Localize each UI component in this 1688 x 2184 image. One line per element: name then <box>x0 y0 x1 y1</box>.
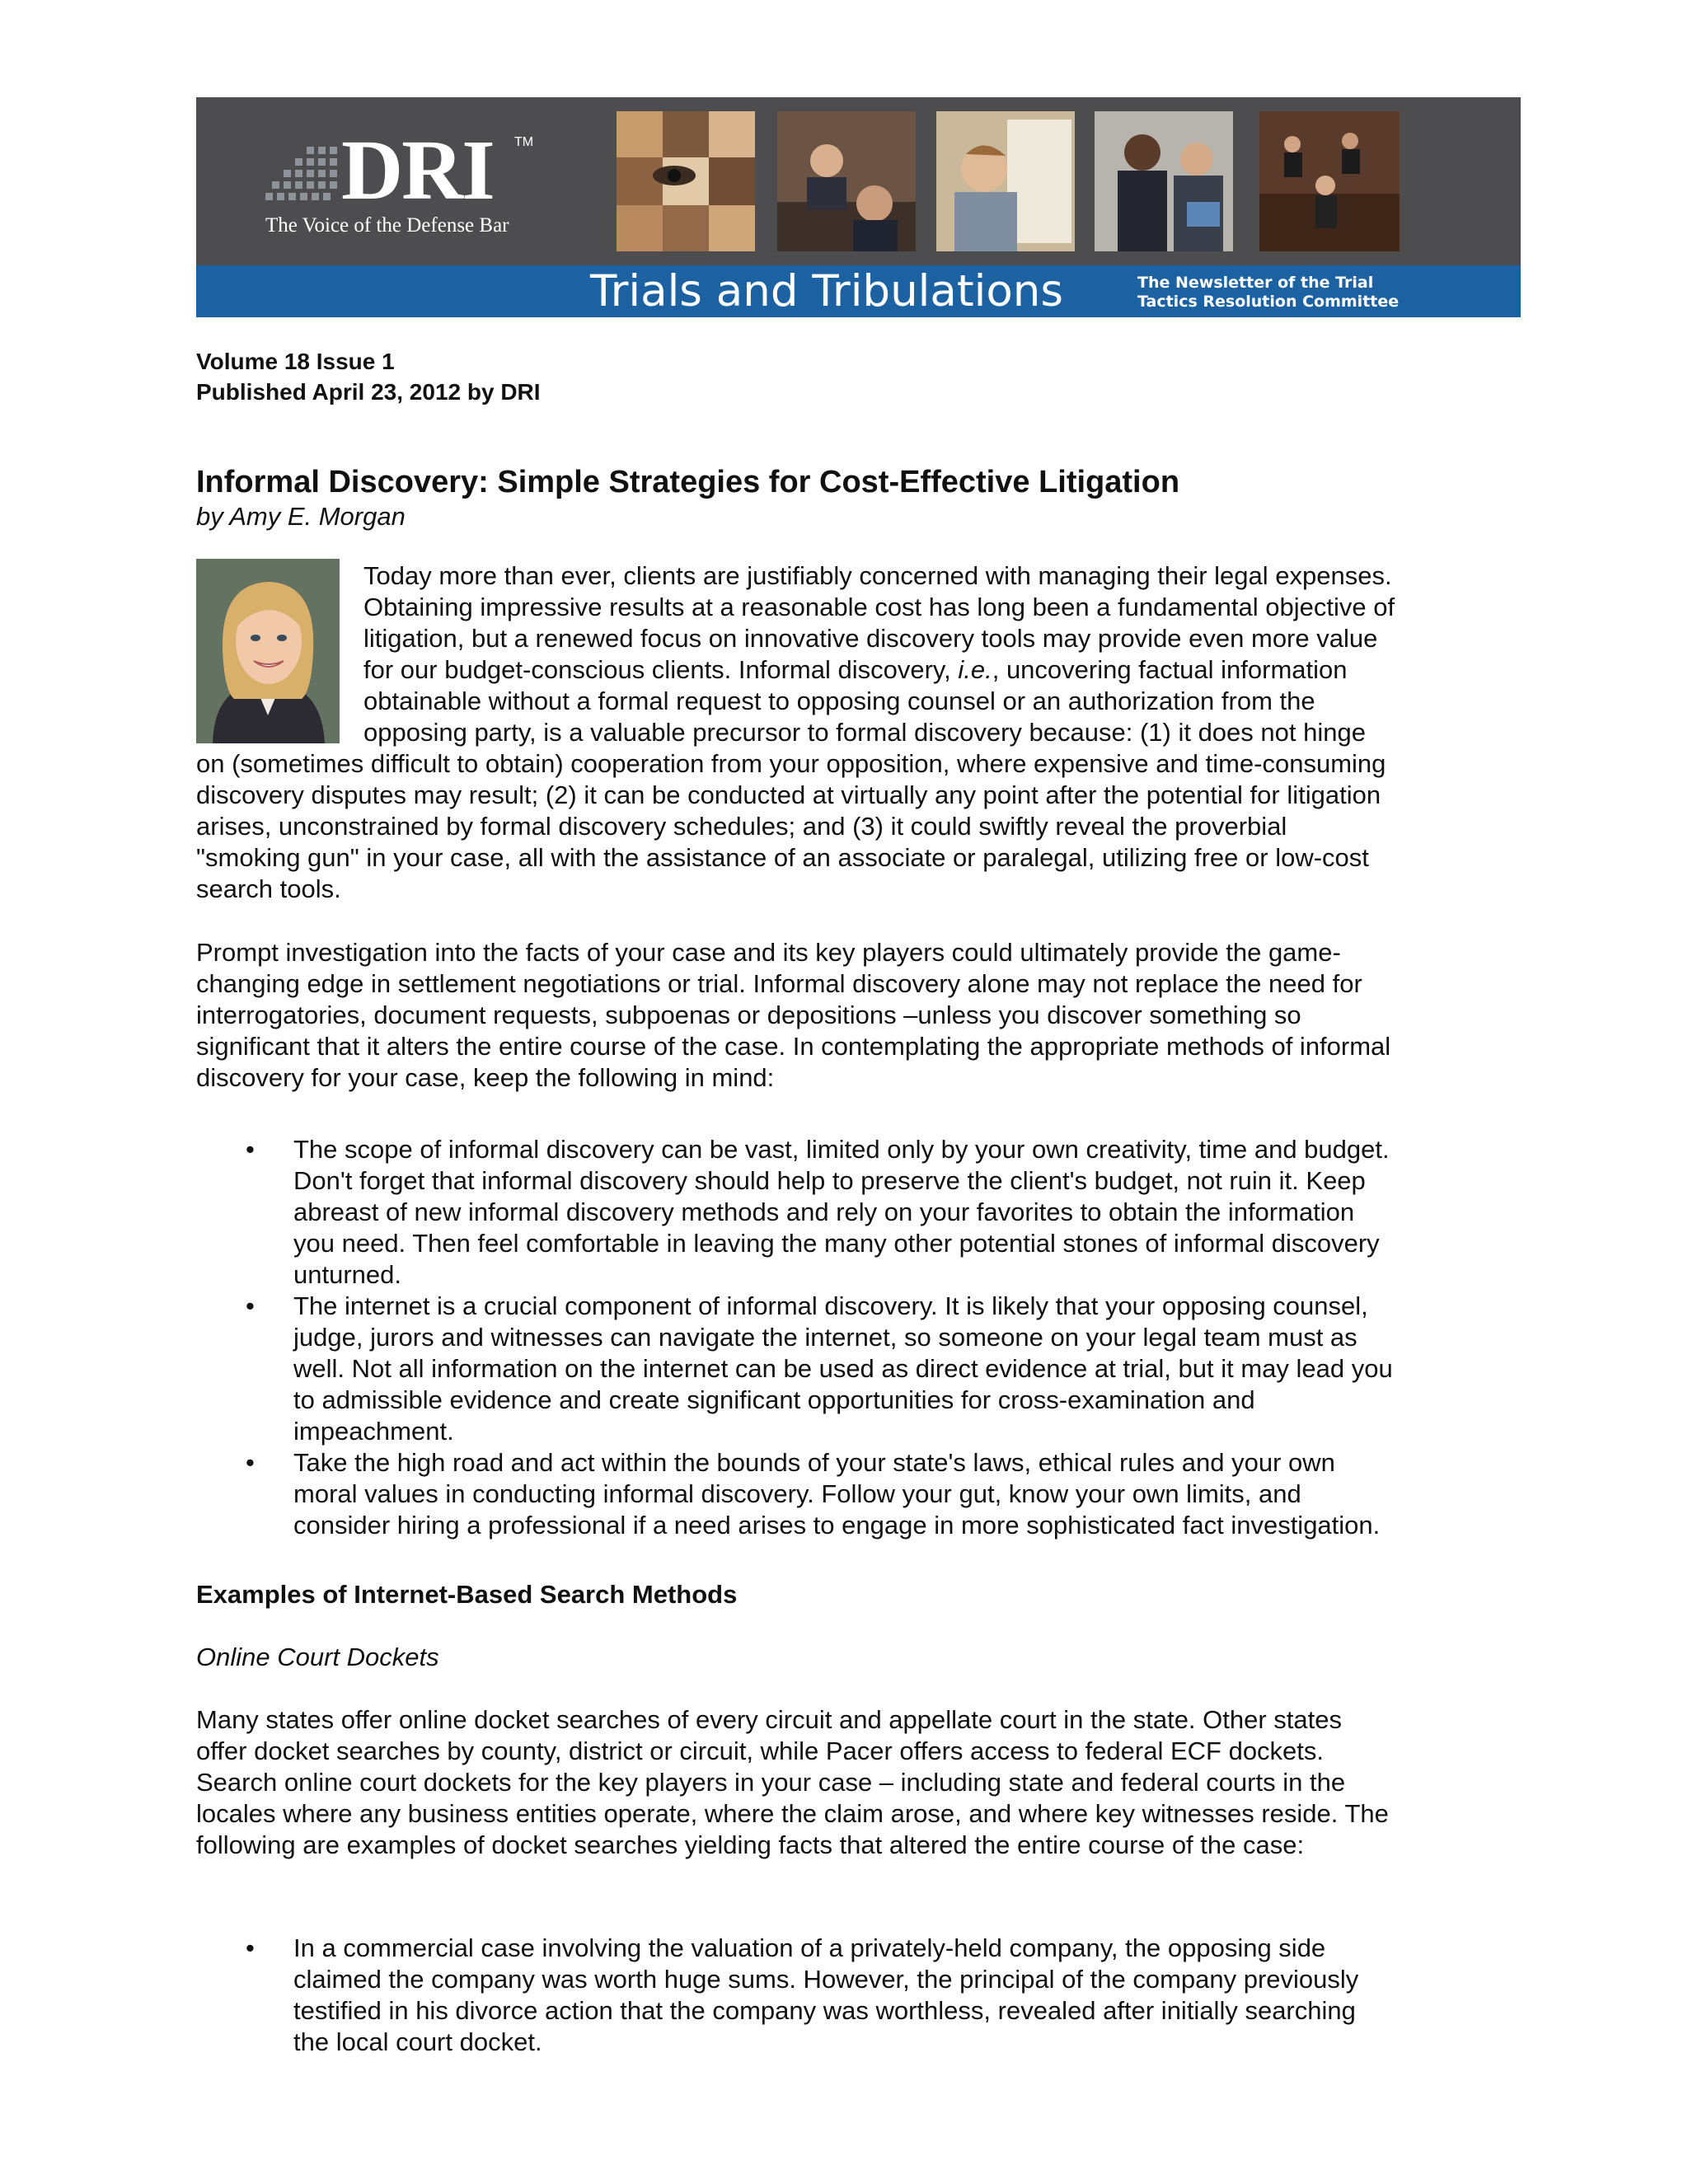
text-line: discovery for your case, keep the following in mind: <box>196 1063 775 1092</box>
logo-tagline: The Voice of the Defense Bar <box>265 214 509 237</box>
section-heading: Examples of Internet-Based Search Methods <box>196 1580 738 1609</box>
text-line: testified in his divorce action that the company was worthless, revealed after initially searching <box>293 1996 1356 2025</box>
text-line: litigation, but a renewed focus on innovative discovery tools may provide even more value <box>363 624 1378 653</box>
text-line: to admissible evidence and create significant opportunities for cross-examination and <box>293 1385 1255 1414</box>
text-line: the local court docket. <box>293 2027 542 2056</box>
text-segment: , uncovering factual information <box>992 655 1348 684</box>
text-line: locales where any business entities operate, where the claim arose, and where key witnesses reside. The <box>196 1799 1389 1828</box>
list-item <box>196 1134 1531 1291</box>
text-line: judge, jurors and witnesses can navigate the internet, so someone on your legal team must as <box>293 1323 1357 1352</box>
bullet-marker: • <box>246 1933 255 1962</box>
issue-meta <box>196 346 541 407</box>
banner-blue-band <box>196 265 1521 317</box>
text-line: abreast of new informal discovery methods and rely on your favorites to obtain the information <box>293 1197 1355 1226</box>
text-line: you need. Then feel comfortable in leaving the many other potential stones of informal discovery <box>293 1229 1380 1258</box>
logo-wordmark: DRI <box>341 123 494 218</box>
text-line: opposing party, is a valuable precursor to formal discovery because: (1) it does not hinge <box>363 718 1366 747</box>
newsletter-subtitle-line1: The Newsletter of the Trial <box>1137 274 1374 292</box>
banner-dark-band <box>196 97 1521 265</box>
text-line: Many states offer online docket searches of every circuit and appellate court in the state. Other states <box>196 1705 1343 1734</box>
paragraph-3 <box>196 1704 1531 1861</box>
text-line: claimed the company was worth huge sums. However, the principal of the company previously <box>293 1965 1359 1994</box>
text-line: impeachment. <box>293 1417 454 1446</box>
docket-examples-list <box>196 1933 1531 2058</box>
text-line: Don't forget that informal discovery should help to preserve the client's budget, not ruin it. Keep <box>293 1166 1366 1195</box>
text-line: unturned. <box>293 1260 401 1289</box>
text-line: The scope of informal discovery can be vast, limited only by your own creativity, time and budget. <box>293 1135 1390 1164</box>
intro-paragraph <box>196 560 1531 905</box>
text-line: In a commercial case involving the valuation of a privately-held company, the opposing side <box>293 1933 1326 1962</box>
text-line: following are examples of docket searches yielding facts that altered the entire course of the case: <box>196 1830 1305 1859</box>
logo-trademark: TM <box>514 135 534 149</box>
text-segment: for our budget-conscious clients. Informal discovery, <box>363 655 959 684</box>
bullet-marker: • <box>246 1135 255 1164</box>
bullet-marker: • <box>246 1448 255 1477</box>
issue-volume: Volume 18 Issue 1 <box>196 349 395 374</box>
text-line: Today more than ever, clients are justifiably concerned with managing their legal expenses. <box>363 561 1392 590</box>
banner-photo-businessmen <box>1095 111 1233 251</box>
list-item <box>196 1933 1531 2058</box>
considerations-list <box>196 1134 1531 1541</box>
text-line: search tools. <box>196 874 341 903</box>
text-line: moral values in conducting informal discovery. Follow your gut, know your own limits, and <box>293 1479 1301 1508</box>
text-line: offer docket searches by county, district or circuit, while Pacer offers access to federal ECF dockets. <box>196 1736 1325 1765</box>
text-line: Prompt investigation into the facts of your case and its key players could ultimately provide the game- <box>196 938 1341 967</box>
text-line <box>196 654 1531 686</box>
text-line: changing edge in settlement negotiations or trial. Informal discovery alone may not replace the need for <box>196 969 1362 998</box>
bullet-marker: • <box>246 1291 255 1320</box>
text-line: on (sometimes difficult to obtain) cooperation from your opposition, where expensive and time-consuming <box>196 749 1386 778</box>
article-title: Informal Discovery: Simple Strategies for Cost-Effective Litigation <box>196 465 1180 499</box>
paragraph-2 <box>196 937 1531 1094</box>
newsletter-banner <box>196 97 1521 317</box>
text-line: Take the high road and act within the bounds of your state's laws, ethical rules and your own <box>293 1448 1335 1477</box>
dri-logo <box>265 123 534 249</box>
ie-emphasis: i.e. <box>958 655 992 684</box>
banner-photo-courtroom <box>1259 111 1400 251</box>
article-byline: by Amy E. Morgan <box>196 502 406 531</box>
banner-photo-meeting <box>777 111 916 251</box>
text-line: well. Not all information on the internet can be used as direct evidence at trial, but it may lead you <box>293 1354 1393 1383</box>
list-item <box>196 1447 1531 1541</box>
banner-photo-collage <box>617 111 755 251</box>
logo-dot-grid <box>265 147 340 206</box>
text-line: "smoking gun" in your case, all with the assistance of an associate or paralegal, utilizing free or low-cost <box>196 843 1369 872</box>
text-line: Search online court dockets for the key players in your case – including state and federal courts in the <box>196 1768 1346 1797</box>
list-item <box>196 1291 1531 1447</box>
text-line: discovery disputes may result; (2) it can be conducted at virtually any point after the potential for litigation <box>196 780 1381 809</box>
text-line: significant that it alters the entire course of the case. In contemplating the appropriate methods of informal <box>196 1032 1391 1061</box>
text-line: consider hiring a professional if a need arises to engage in more sophisticated fact investigation. <box>293 1511 1381 1540</box>
newsletter-title: Trials and Tribulations <box>590 266 1063 316</box>
newsletter-subtitle <box>1137 274 1409 312</box>
text-line: The internet is a crucial component of informal discovery. It is likely that your opposing counsel, <box>293 1291 1368 1320</box>
text-line: interrogatories, document requests, subpoenas or depositions –unless you discover something so <box>196 1001 1301 1029</box>
text-line: Obtaining impressive results at a reasonable cost has long been a fundamental objective of <box>363 593 1395 621</box>
newsletter-subtitle-line2: Tactics Resolution Committee <box>1137 293 1400 311</box>
text-line: obtainable without a formal request to opposing counsel or an authorization from the <box>363 687 1315 715</box>
subsection-heading: Online Court Dockets <box>196 1643 439 1671</box>
issue-published: Published April 23, 2012 by DRI <box>196 379 541 405</box>
text-line: arises, unconstrained by formal discovery schedules; and (3) it could swiftly reveal the proverbial <box>196 812 1287 841</box>
banner-photo-writing <box>936 111 1075 251</box>
